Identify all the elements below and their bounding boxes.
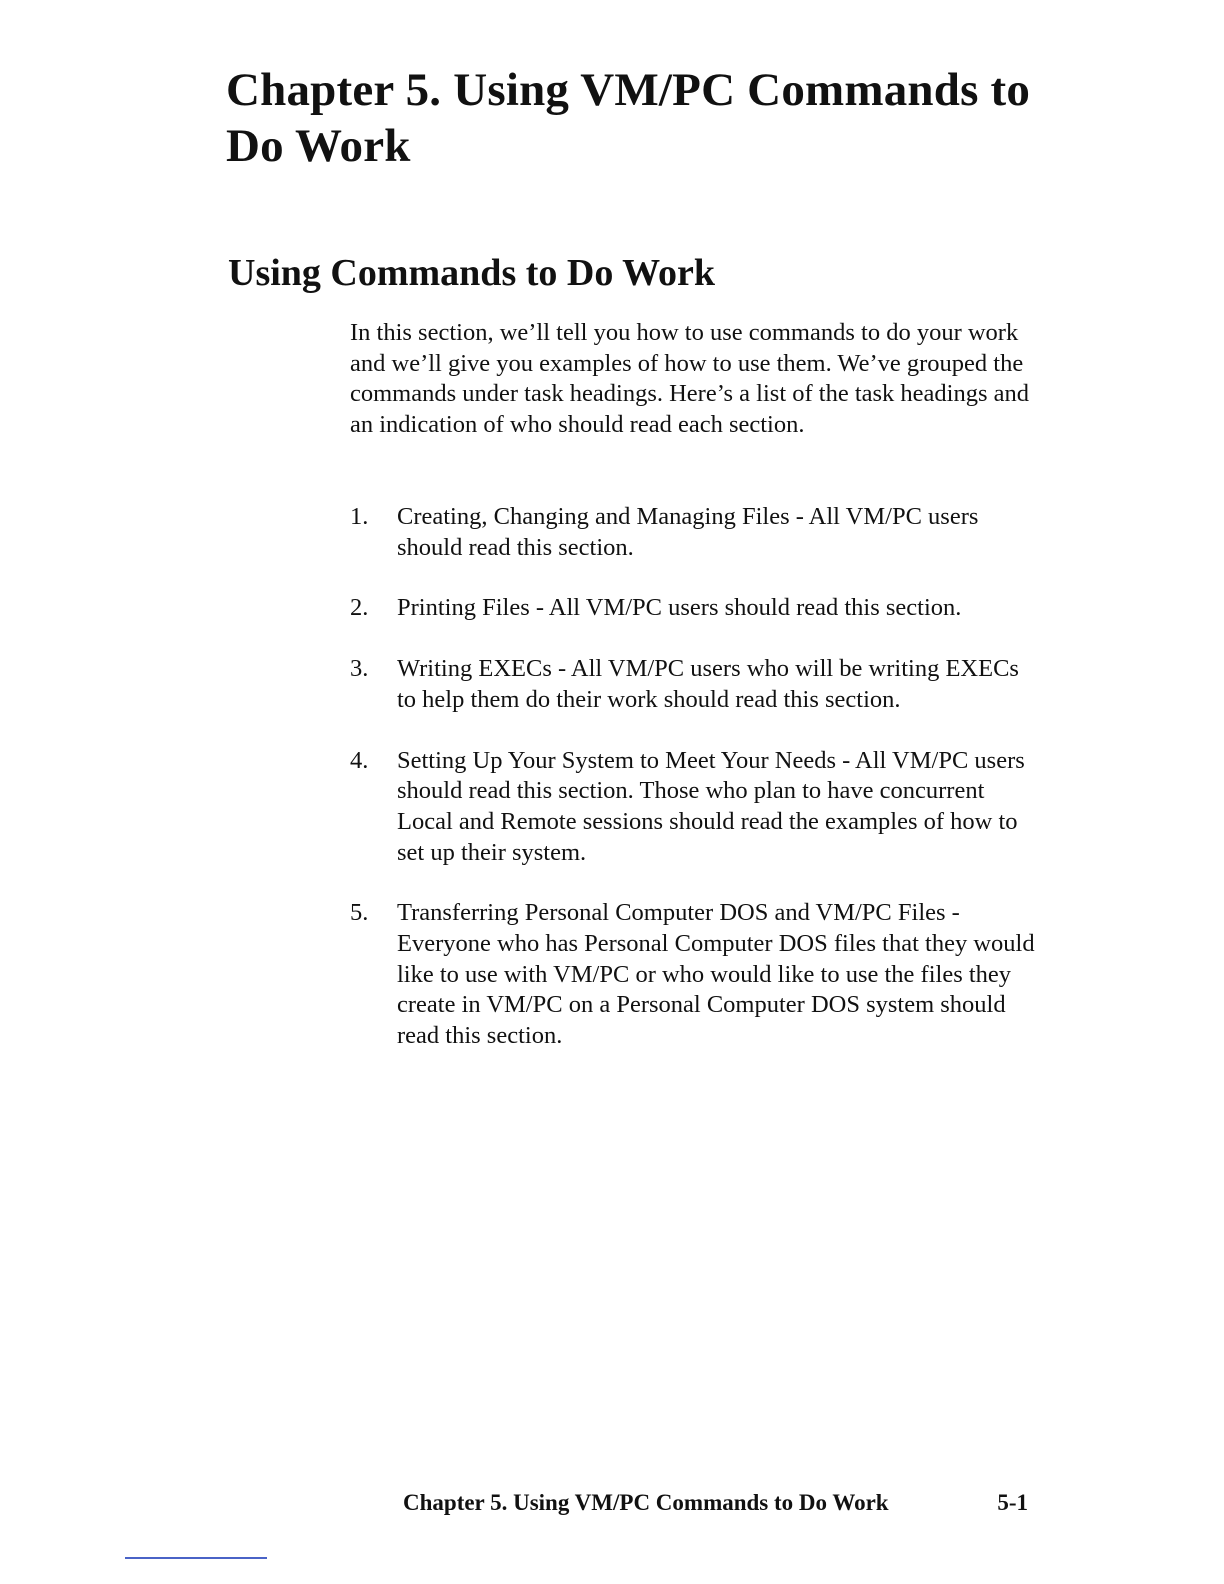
bottom-left-rule [125,1557,267,1559]
chapter-title: Chapter 5. Using VM/PC Commands to Do Work [226,64,1031,172]
task-list [350,502,1040,1082]
task-number: 2. [350,594,369,622]
task-item-2 [350,593,1040,624]
task-item-1 [350,502,1040,563]
task-text: Transferring Personal Computer DOS and VM/PC Files - Everyone who has Personal Computer DOS files that they would like to use with VM/PC or who would like to use the files they create in VM/PC on a Personal Computer DOS system should read this section. [397,899,1035,1050]
intro-paragraph: In this section, we’ll tell you how to use commands to do your work and we’ll give you examples of how to use them. We’ve grouped the commands under task headings. Here’s a list of the task headings and an indication of who should read each section. [350,319,1030,439]
task-text: Writing EXECs - All VM/PC users who will be writing EXECs to help them do their work should read this section. [397,655,1019,713]
task-item-3 [350,654,1040,715]
task-item-4 [350,746,1040,869]
section-title: Using Commands to Do Work [228,252,716,294]
task-number: 5. [350,899,369,927]
task-number: 1. [350,503,369,530]
task-text: Creating, Changing and Managing Files - All VM/PC users should read this section. [397,503,979,561]
task-text: Setting Up Your System to Meet Your Needs - All VM/PC users should read this section. Those who plan to have concurrent Local and Remote sessions should read the examples of how to set up their system. [397,746,1025,866]
task-item-5 [350,898,1040,1052]
footer-title: Chapter 5. Using VM/PC Commands to Do Work [403,1490,889,1515]
task-number: 3. [350,655,369,683]
page-number: 5-1 [997,1490,1028,1515]
task-text: Printing Files - All VM/PC users should read this section. [397,594,962,622]
task-number: 4. [350,746,369,774]
